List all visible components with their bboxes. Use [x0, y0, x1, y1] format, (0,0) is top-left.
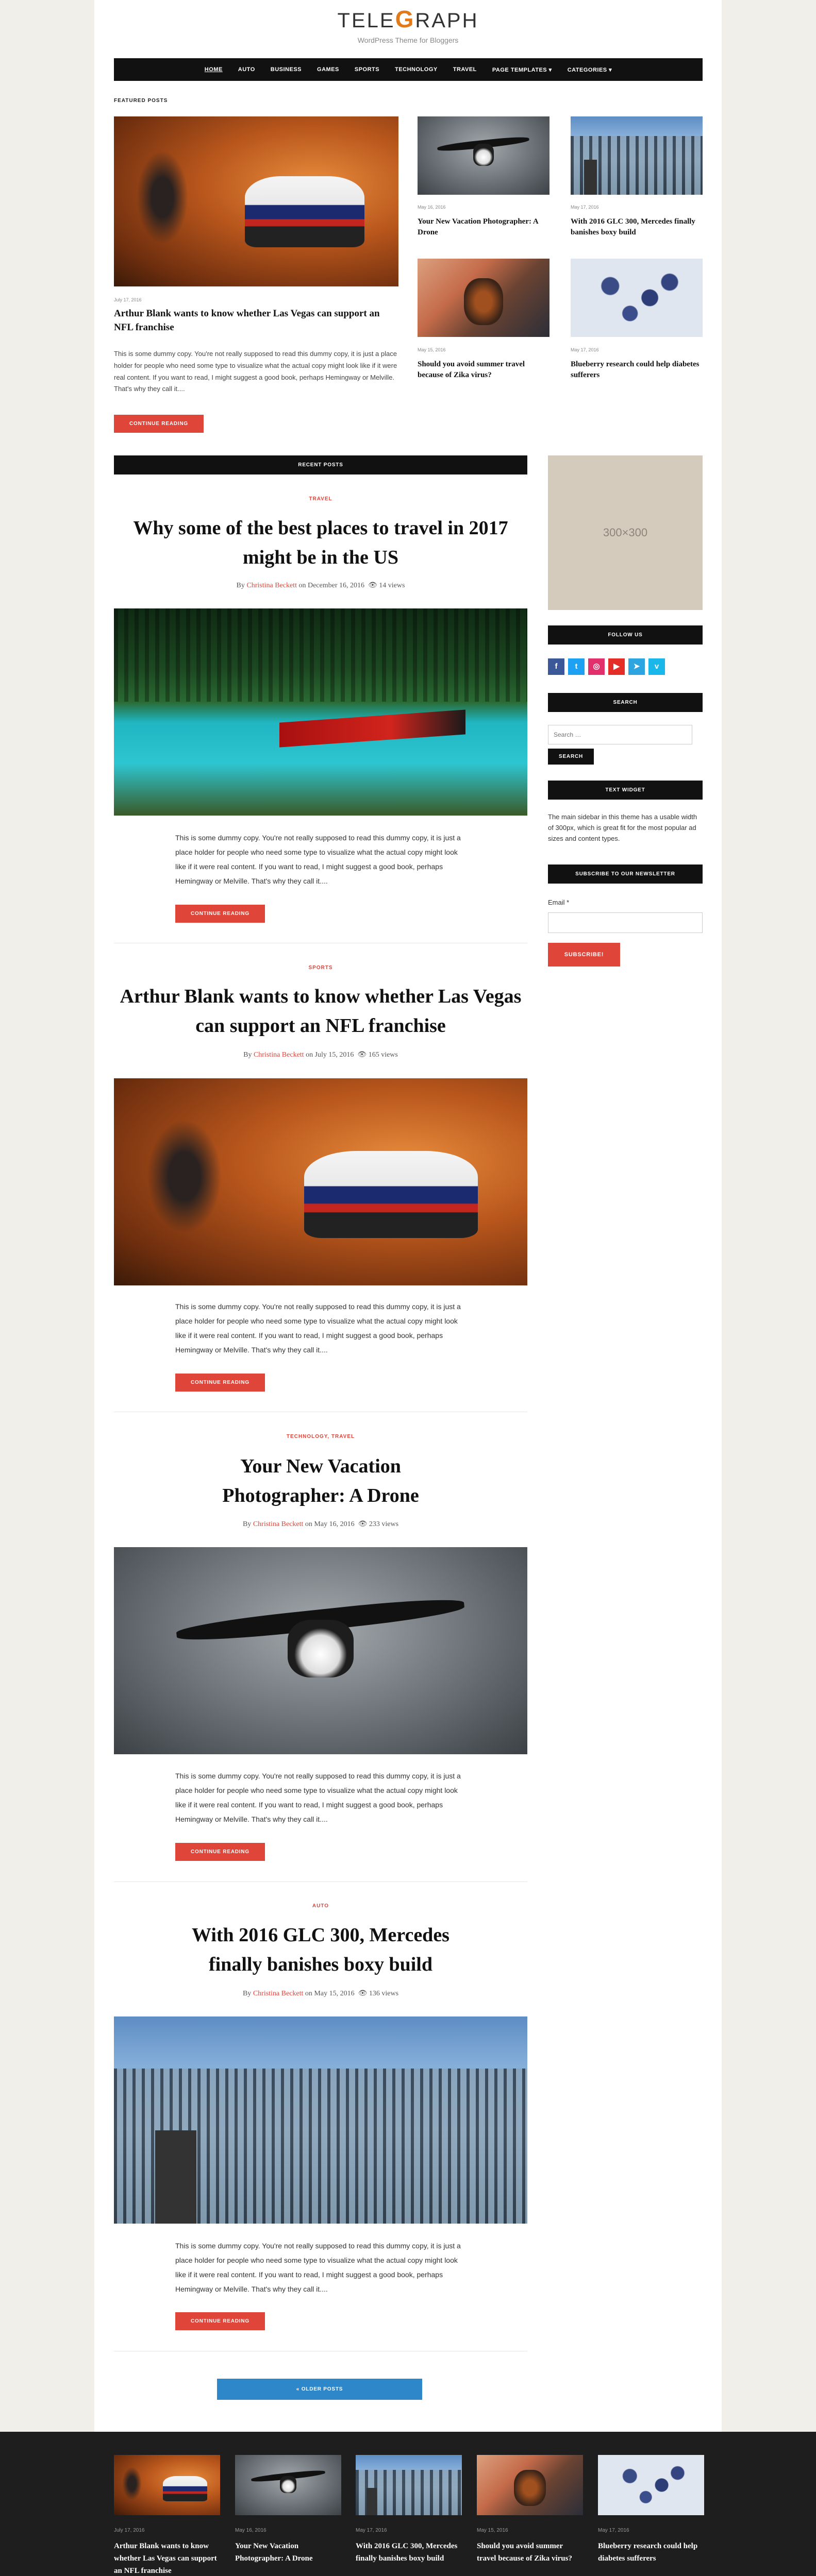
continue-reading-button[interactable]: CONTINUE READING: [175, 2312, 265, 2330]
band-date: July 17, 2016: [114, 2528, 145, 2533]
youtube-icon[interactable]: ▶: [608, 658, 625, 675]
band-title[interactable]: Your New Vacation Photographer: A Drone: [235, 2542, 313, 2563]
post-author[interactable]: Christina Beckett: [253, 1051, 304, 1059]
post-category[interactable]: TRAVEL: [309, 496, 332, 502]
band-title[interactable]: Blueberry research could help diabetes sufferers: [598, 2542, 698, 2563]
featured-side-title-3[interactable]: Should you avoid summer travel because of Zika virus?: [418, 360, 525, 379]
newsletter-header: SUBSCRIBE TO OUR NEWSLETTER: [548, 865, 703, 884]
search-header: SEARCH: [548, 693, 703, 712]
site-logo[interactable]: TELEGRAPH: [337, 6, 479, 32]
nav-travel[interactable]: TRAVEL: [453, 66, 477, 73]
post-meta: By Christina Beckett on May 15, 2016 👁 136 views: [242, 1990, 399, 1997]
post-excerpt: This is some dummy copy. You're not really supposed to read this dummy copy, it is just a place holder for people who need some type to visualize what the actual copy might look like if it were real content. If you want to read, I might suggest a good book, perhaps Hemingway or Melville. That's why they call it....: [175, 1302, 461, 1354]
telegram-icon[interactable]: ➤: [628, 658, 645, 675]
text-widget-body: The main sidebar in this theme has a usable width of 300px, which is great fit for the most popular ad sizes and content types.: [548, 813, 697, 842]
band-title[interactable]: Should you avoid summer travel because of Zika virus?: [477, 2542, 572, 2563]
featured-main-excerpt: This is some dummy copy. You're not really supposed to read this dummy copy, it is just a place holder for people who need some type to visualize what the actual copy might look like if it were real content. If you want to read, I might suggest a good book, perhaps Hemingway or Melville. That's why they call it....: [114, 350, 397, 393]
featured-continue-button[interactable]: CONTINUE READING: [114, 415, 204, 433]
facebook-icon[interactable]: f: [548, 658, 564, 675]
post-image[interactable]: [114, 1078, 527, 1285]
ad-placeholder[interactable]: 300×300: [548, 455, 703, 610]
newsletter-email-input[interactable]: [548, 912, 703, 933]
post-category[interactable]: TECHNOLOGY, TRAVEL: [286, 1434, 355, 1439]
continue-reading-button[interactable]: CONTINUE READING: [175, 1843, 265, 1861]
featured-side-image-4[interactable]: [571, 259, 703, 337]
band-image[interactable]: [114, 2455, 220, 2515]
email-label: Email *: [548, 899, 570, 906]
text-widget-header: TEXT WIDGET: [548, 781, 703, 800]
vimeo-icon[interactable]: v: [648, 658, 665, 675]
featured-side-image-1[interactable]: [418, 116, 549, 195]
post-excerpt: This is some dummy copy. You're not really supposed to read this dummy copy, it is just a place holder for people who need some type to visualize what the actual copy might look like if it were real content. If you want to read, I might suggest a good book, perhaps Hemingway or Melville. That's why they call it....: [175, 1772, 461, 1823]
post-meta: By Christina Beckett on May 16, 2016 👁 233 views: [242, 1520, 399, 1528]
older-posts-button[interactable]: « OLDER POSTS: [217, 2379, 422, 2400]
band-title[interactable]: With 2016 GLC 300, Mercedes finally banishes boxy build: [356, 2542, 458, 2563]
nav-home[interactable]: HOME: [204, 66, 223, 73]
post-image[interactable]: [114, 2016, 527, 2224]
subscribe-button[interactable]: SUBSCRIBE!: [548, 943, 620, 967]
eye-icon: 👁: [358, 1520, 368, 1528]
featured-main-image[interactable]: [114, 116, 398, 286]
post-image[interactable]: [114, 608, 527, 816]
sidebar-search-input[interactable]: [548, 725, 692, 744]
post-author[interactable]: Christina Beckett: [246, 582, 297, 589]
band-image[interactable]: [356, 2455, 462, 2515]
follow-us-header: FOLLOW US: [548, 625, 703, 645]
continue-reading-button[interactable]: CONTINUE READING: [175, 905, 265, 923]
band-date: May 17, 2016: [356, 2528, 387, 2533]
featured-side-date-2: May 17, 2016: [571, 205, 599, 210]
nav-technology[interactable]: TECHNOLOGY: [395, 66, 438, 73]
post-author[interactable]: Christina Beckett: [253, 1990, 304, 1997]
main-nav: [114, 58, 703, 81]
band-date: May 17, 2016: [598, 2528, 629, 2533]
continue-reading-button[interactable]: CONTINUE READING: [175, 1374, 265, 1392]
featured-side-title-2[interactable]: With 2016 GLC 300, Mercedes finally banishes boxy build: [571, 217, 695, 236]
nav-games[interactable]: GAMES: [317, 66, 339, 73]
band-image[interactable]: [598, 2455, 704, 2515]
featured-side-title-1[interactable]: Your New Vacation Photographer: A Drone: [418, 217, 538, 236]
post-category[interactable]: SPORTS: [308, 965, 333, 971]
post-excerpt: This is some dummy copy. You're not really supposed to read this dummy copy, it is just a place holder for people who need some type to visualize what the actual copy might look like if it were real content. If you want to read, I might suggest a good book, perhaps Hemingway or Melville. That's why they call it....: [175, 834, 461, 885]
post-title[interactable]: Your New Vacation Photographer: A Drone: [222, 1455, 419, 1506]
featured-side-image-3[interactable]: [418, 259, 549, 337]
instagram-icon[interactable]: ◎: [588, 658, 605, 675]
site-tagline: WordPress Theme for Bloggers: [357, 36, 459, 44]
featured-band: [0, 2432, 816, 2576]
post-title[interactable]: Arthur Blank wants to know whether Las Vegas can support an NFL franchise: [120, 986, 522, 1037]
social-icons: [548, 658, 665, 675]
nav-categories[interactable]: CATEGORIES ▾: [567, 66, 612, 73]
featured-side-date-3: May 15, 2016: [418, 347, 446, 352]
nav-sports[interactable]: SPORTS: [354, 66, 380, 73]
post-title[interactable]: Why some of the best places to travel in 2017 might be in the US: [133, 517, 508, 568]
nav-page-templates[interactable]: PAGE TEMPLATES ▾: [492, 66, 552, 73]
featured-label: FEATURED POSTS: [114, 98, 168, 104]
recent-posts-header: RECENT POSTS: [114, 455, 527, 474]
nav-auto[interactable]: AUTO: [238, 66, 255, 73]
band-image[interactable]: [235, 2455, 341, 2515]
eye-icon: 👁: [358, 1990, 368, 1997]
post-category[interactable]: AUTO: [312, 1903, 329, 1909]
post-title[interactable]: With 2016 GLC 300, Mercedes finally banishes boxy build: [192, 1924, 449, 1975]
featured-main-date: July 17, 2016: [114, 297, 142, 302]
post-meta: By Christina Beckett on December 16, 2016 👁 14 views: [236, 582, 405, 589]
post-image[interactable]: [114, 1547, 527, 1754]
post-author[interactable]: Christina Beckett: [253, 1520, 304, 1528]
band-date: May 16, 2016: [235, 2528, 267, 2533]
post-meta: By Christina Beckett on July 15, 2016 👁 165 views: [243, 1051, 398, 1059]
featured-side-image-2[interactable]: [571, 116, 703, 195]
nav-business[interactable]: BUSINESS: [270, 66, 302, 73]
featured-main-title[interactable]: Arthur Blank wants to know whether Las Vegas can support an NFL franchise: [114, 308, 380, 333]
twitter-icon[interactable]: t: [568, 658, 585, 675]
eye-icon: 👁: [357, 1051, 367, 1059]
band-date: May 15, 2016: [477, 2528, 508, 2533]
band-title[interactable]: Arthur Blank wants to know whether Las Vegas can support an NFL franchise: [114, 2542, 217, 2575]
featured-side-title-4[interactable]: Blueberry research could help diabetes sufferers: [571, 360, 700, 379]
page-container: [94, 0, 722, 2432]
featured-side-date-1: May 16, 2016: [418, 205, 446, 210]
featured-side-date-4: May 17, 2016: [571, 347, 599, 352]
sidebar-search-button[interactable]: SEARCH: [548, 749, 594, 765]
post-excerpt: This is some dummy copy. You're not really supposed to read this dummy copy, it is just a place holder for people who need some type to visualize what the actual copy might look like if it were real content. If you want to read, I might suggest a good book, perhaps Hemingway or Melville. That's why they call it....: [175, 2242, 461, 2293]
band-image[interactable]: [477, 2455, 583, 2515]
eye-icon: 👁: [368, 582, 377, 589]
